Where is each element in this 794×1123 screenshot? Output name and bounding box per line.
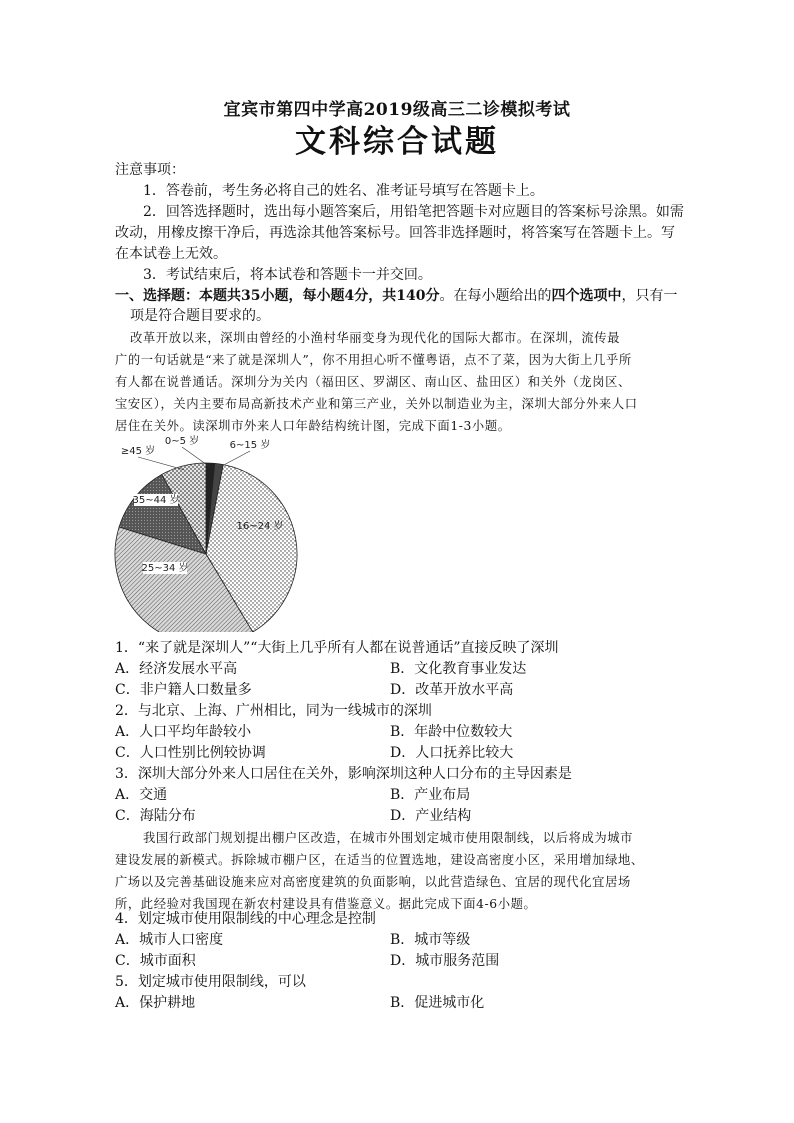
q5-option-a: A．保护耕地 xyxy=(115,995,196,1011)
section-instruction-2: 项是符合题目要求的。 xyxy=(130,308,270,324)
note-3: 3．考试结束后，将本试卷和答题卡一并交回。 xyxy=(143,267,432,283)
section-options: 四个选项中 xyxy=(551,288,622,304)
q4-option-c: C．城市面积 xyxy=(115,953,196,969)
note-2-line-1: 2．回答选择题时，选出每小题答案后，用铅笔把答题卡对应题目的答案标号涂黑。如需 xyxy=(143,204,684,220)
pie-label-5: ≥45 岁 xyxy=(120,446,156,457)
passage1-line-4: 宝安区），关内主要布局高新技术产业和第三产业，关外以制造业为主，深圳大部分外来人口 xyxy=(115,397,638,411)
section-end: ，只有一 xyxy=(621,288,678,304)
note-2-line-2: 改动，用橡皮擦干净后，再选涂其他答案标号。回答非选择题时，将答案写在答题卡上。写 xyxy=(115,225,675,241)
section-instruction xyxy=(115,286,677,306)
q4-stem: 4．划定城市使用限制线的中心理念是控制 xyxy=(115,911,376,927)
passage2-line-3: 广场以及完善基础设施来应对高密度建筑的负面影响，以此营造绿色、宜居的现代化宜居场 xyxy=(115,875,631,889)
pie-label-2: 16~24 岁 xyxy=(236,521,284,532)
section-mid: 。在每小题给出的 xyxy=(439,288,552,304)
q4-option-b: B．城市等级 xyxy=(390,932,471,948)
q1-option-c: C．非户籍人口数量多 xyxy=(115,682,252,698)
q1-stem: 1．“来了就是深圳人”“大街上几乎所有人都在说普通话”直接反映了深圳 xyxy=(115,640,559,656)
pie-label-0: 0~5 岁 xyxy=(164,436,200,447)
age-structure-pie-chart xyxy=(110,432,310,632)
notes-heading: 注意事项： xyxy=(115,162,185,178)
passage2-line-2: 建设发展的新模式。拆除城市棚户区，在适当的位置选地，建设高密度小区，采用增加绿地、 xyxy=(115,853,644,867)
passage2-line-4: 所，此经验对我国现在新农村建设具有借鉴意义。据此完成下面4-6小题。 xyxy=(115,897,537,911)
pie-label-3: 25~34 岁 xyxy=(141,563,189,574)
section-count: 本题共35小题，每小题4分，共140分 xyxy=(199,288,440,304)
pie-leader-line-1 xyxy=(218,451,250,468)
q2-option-c: C．人口性别比例较协调 xyxy=(115,745,266,761)
passage1-line-2: 广的一句话就是“来了就是深圳人”，你不用担心听不懂粤语，点不了菜，因为大街上几乎所 xyxy=(115,353,632,367)
pie-label-1: 6~15 岁 xyxy=(229,440,271,451)
passage1-line-3: 有人都在说普通话。深圳分为关内（福田区、罗湖区、南山区、盐田区）和关外（龙岗区、 xyxy=(115,375,631,389)
exam-title: 文科综合试题 xyxy=(295,124,499,160)
passage1-line-5: 居住在关外。读深圳市外来人口年龄结构统计图，完成下面1-3小题。 xyxy=(115,419,511,433)
q3-option-a: A．交通 xyxy=(115,787,168,803)
q2-stem: 2．与北京、上海、广州相比，同为一线城市的深圳 xyxy=(115,703,432,719)
pie-leader-line-5 xyxy=(138,457,184,470)
passage2-line-1: 我国行政部门规划提出棚户区改造，在城市外围划定城市使用限制线，以后将成为城市 xyxy=(143,831,634,845)
q3-option-d: D．产业结构 xyxy=(390,808,472,824)
q1-option-b: B．文化教育事业发达 xyxy=(390,661,527,677)
q5-option-b: B．促进城市化 xyxy=(390,995,485,1011)
q2-option-a: A．人口平均年龄较小 xyxy=(115,724,252,740)
exam-subtitle: 宜宾市第四中学高2019级高三二诊模拟考试 xyxy=(223,100,571,120)
note-2-line-3: 在本试卷上无效。 xyxy=(115,246,227,262)
q1-option-a: A．经济发展水平高 xyxy=(115,661,238,677)
passage1-line-1: 改革开放以来，深圳由曾经的小渔村华丽变身为现代化的国际大都市。在深圳，流传最 xyxy=(130,331,621,345)
q3-option-c: C．海陆分布 xyxy=(115,808,196,824)
section-prefix: 一、选择题： xyxy=(115,288,199,304)
q3-option-b: B．产业布局 xyxy=(390,787,471,803)
q4-option-a: A．城市人口密度 xyxy=(115,932,224,948)
pie-label-4: 35~44 岁 xyxy=(132,495,180,506)
q2-option-d: D．人口抚养比较大 xyxy=(390,745,514,761)
note-1: 1．答卷前，考生务必将自己的姓名、准考证号填写在答题卡上。 xyxy=(143,183,544,199)
q1-option-d: D．改革开放水平高 xyxy=(390,682,514,698)
q3-stem: 3．深圳大部分外来人口居住在关外，影响深圳这种人口分布的主导因素是 xyxy=(115,766,572,782)
q4-option-d: D．城市服务范围 xyxy=(390,953,500,969)
q5-stem: 5．划定城市使用限制线，可以 xyxy=(115,974,306,990)
q2-option-b: B．年龄中位数较大 xyxy=(390,724,513,740)
